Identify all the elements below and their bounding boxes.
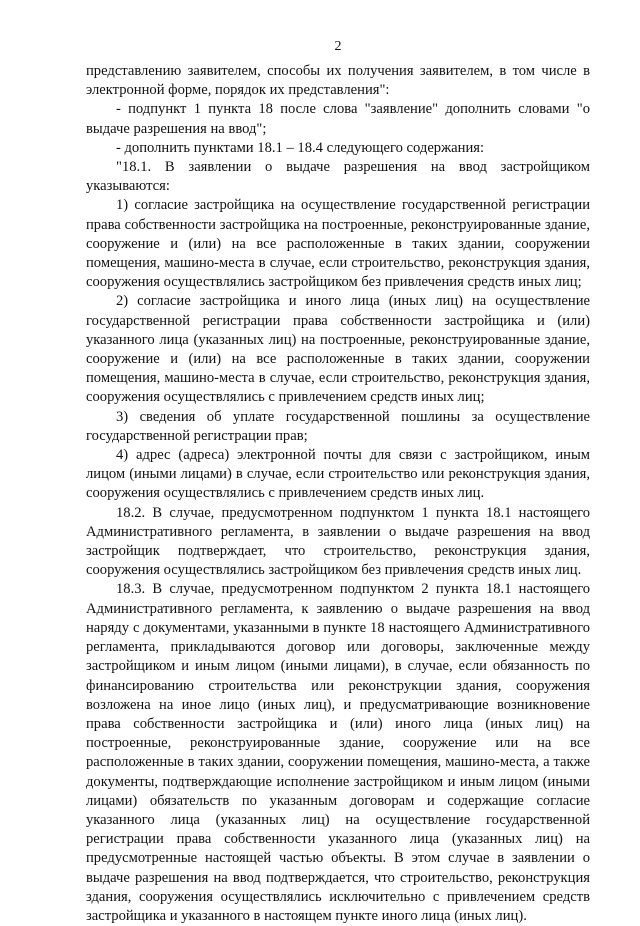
paragraph: - дополнить пунктами 18.1 – 18.4 следующего содержания:	[116, 139, 485, 156]
paragraph: 1) согласие застройщика на осуществление государственной регистрации права собственности застройщика на построенные, реконструированные здание, сооружение и (или) на все расположенные в таких здании, сооружении помещения, машино-места в случае, если строительство, реконструкция здания, сооружения осуществлялись застройщиком без привлечения средств иных лиц;	[86, 197, 590, 291]
paragraph: 2) согласие застройщика и иного лица (иных лиц) на осуществление государственной регистрации права собственности застройщика и (или) указанного лица (указанных лиц) на построенные, реконструированные здание, сооружение и (или) на все расположенные в таких здании, сооружении помещения, машино-места в случае, если строительство, реконструкция здания, сооружения осуществлялись с привлечением средств иных лиц;	[86, 293, 590, 406]
page-number: 2	[334, 39, 342, 54]
paragraph: 4) адрес (адреса) электронной почты для связи с застройщиком, иным лицом (иными лицами) в случае, если строительство или реконструкция здания, сооружения осуществлялись с привлечением средств иных лиц.	[86, 447, 590, 502]
paragraph: "18.1. В заявлении о выдаче разрешения на ввод застройщиком указываются:	[86, 159, 590, 195]
paragraph: 18.2. В случае, предусмотренном подпунктом 1 пункта 18.1 настоящего Административного регламента, в заявлении о выдаче разрешения на ввод застройщик подтверждает, что строительство, реконструкция здания, сооружения осуществлялись застройщиком без привлечения средств иных лиц.	[86, 504, 590, 579]
paragraph: - подпункт 1 пункта 18 после слова "заявление" дополнить словами "о выдаче разрешения на ввод";	[86, 101, 590, 137]
paragraph: 3) сведения об уплате государственной пошлины за осуществление государственной регистрации прав;	[86, 408, 590, 444]
document-body	[86, 62, 590, 926]
paragraph: 18.3. В случае, предусмотренном подпунктом 2 пункта 18.1 настоящего Административного регламента, к заявлению о выдаче разрешения на ввод наряду с документами, указанными в пункте 18 настоящего Административного регламента, прикладываются договор или договоры, заключенные между застройщиком и иным лицом (иными лицами), в случае, если обязанность по финансированию строительства или реконструкции здания, сооружения возложена на иное лицо (иных лиц), и предусматривающие возникновение права собственности застройщика и (или) иного лица (иных лиц) на построенные, реконструированные здание, сооружение или на все расположенные в таких здании, сооружении помещения, машино-места, а также документы, подтверждающие исполнение застройщиком и иным лицом (иными лицами) обязательств по указанным договорам и содержащие согласие указанного лица (указанных лиц) на осуществление государственной регистрации права собственности указанного лица (указанных лиц) на предусмотренные настоящей частью объекты. В этом случае в заявлении о выдаче разрешения на ввод подтверждается, что строительство, реконструкция здания, сооружения осуществлялись исключительно с привлечением средств застройщика и указанного в настоящем пункте иного лица (иных лиц).	[86, 581, 590, 924]
paragraph: представлению заявителем, способы их получения заявителем, в том числе в электронной форме, порядок их представления":	[86, 63, 590, 99]
